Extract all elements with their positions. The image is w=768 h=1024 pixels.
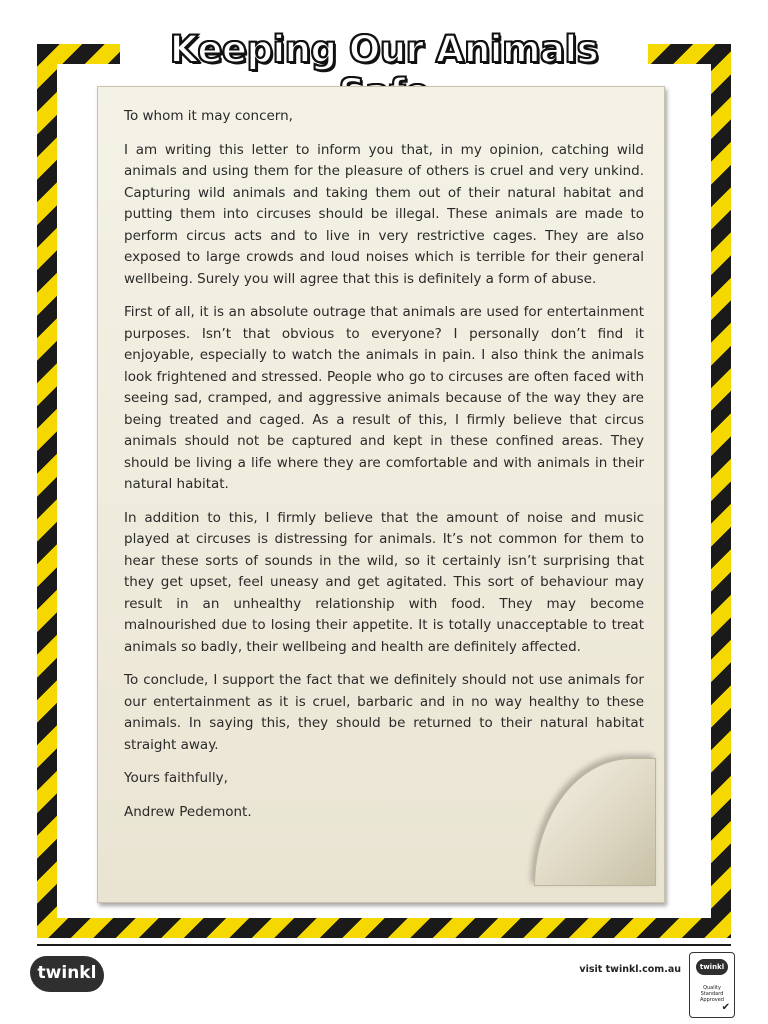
badge-text: Quality Standard Approved: [700, 985, 724, 1003]
letter-body: [124, 106, 644, 835]
letter-salutation: To whom it may concern,: [124, 108, 293, 124]
twinkl-logo: [30, 956, 104, 992]
letter-paragraph-1: I am writing this letter to inform you that, in my opinion, catching wild animals and using them for the pleasure of others is cruel and very unkind. Capturing wild animals and taking them out of their natural habitat and putting them into circuses should be illegal. These animals are made to perform circus acts and to live in very restrictive cages. They are also exposed to large crowds and loud noises which is terrible for their general wellbeing. Surely you will agree that this is definitely a form of abuse.: [124, 141, 644, 287]
letter-paragraph-3: In addition to this, I firmly believe that the amount of noise and music played at circuses is distressing for animals. It’s not common for them to hear these sorts of sounds in the wild, so it certainly isn’t surprising that they get upset, feel uneasy and get agitated. This sort of behaviour may result in an unhealthy relationship with food. They may become malnourished due to losing their appetite. It is totally unacceptable to treat animals so badly, their wellbeing and health are definitely affected.: [124, 509, 644, 655]
page-title: Keeping Our Animals: [169, 28, 599, 71]
letter-paragraph-2: First of all, it is an absolute outrage that animals are used for entertainment purposes. Isn’t that obvious to everyone? I personally don’t find it enjoyable, especially to watch the animals in pain. I also think the animals look frightened and stressed. People who go to circuses are often faced with seeing sad, cramped, and aggressive animals because of the way they are being treated and caged. As a result of this, I firmly believe that circus animals should not be captured and kept in these confined areas. They should be living a life where they are comfortable and with animals in their natural habitat.: [124, 304, 644, 492]
letter-closing: Yours faithfully,: [124, 770, 228, 786]
footer-divider: [37, 944, 731, 946]
badge-logo: twinkl: [696, 959, 728, 975]
letter-signature: Andrew Pedemont.: [124, 803, 252, 820]
letter-paragraph-4: To conclude, I support the fact that we definitely should not use animals for our entertainment as it is cruel, barbaric and in no way healthy to these animals. In saying this, they should be returned to their natural habitat straight away.: [124, 672, 644, 753]
visit-website-text: visit twinkl.com.au: [579, 964, 681, 975]
twinkl-logo-text: twinkl: [37, 963, 97, 983]
title-banner: [120, 24, 648, 82]
quality-badge: [689, 952, 735, 1018]
checkmark-icon: ✔: [721, 1002, 730, 1013]
